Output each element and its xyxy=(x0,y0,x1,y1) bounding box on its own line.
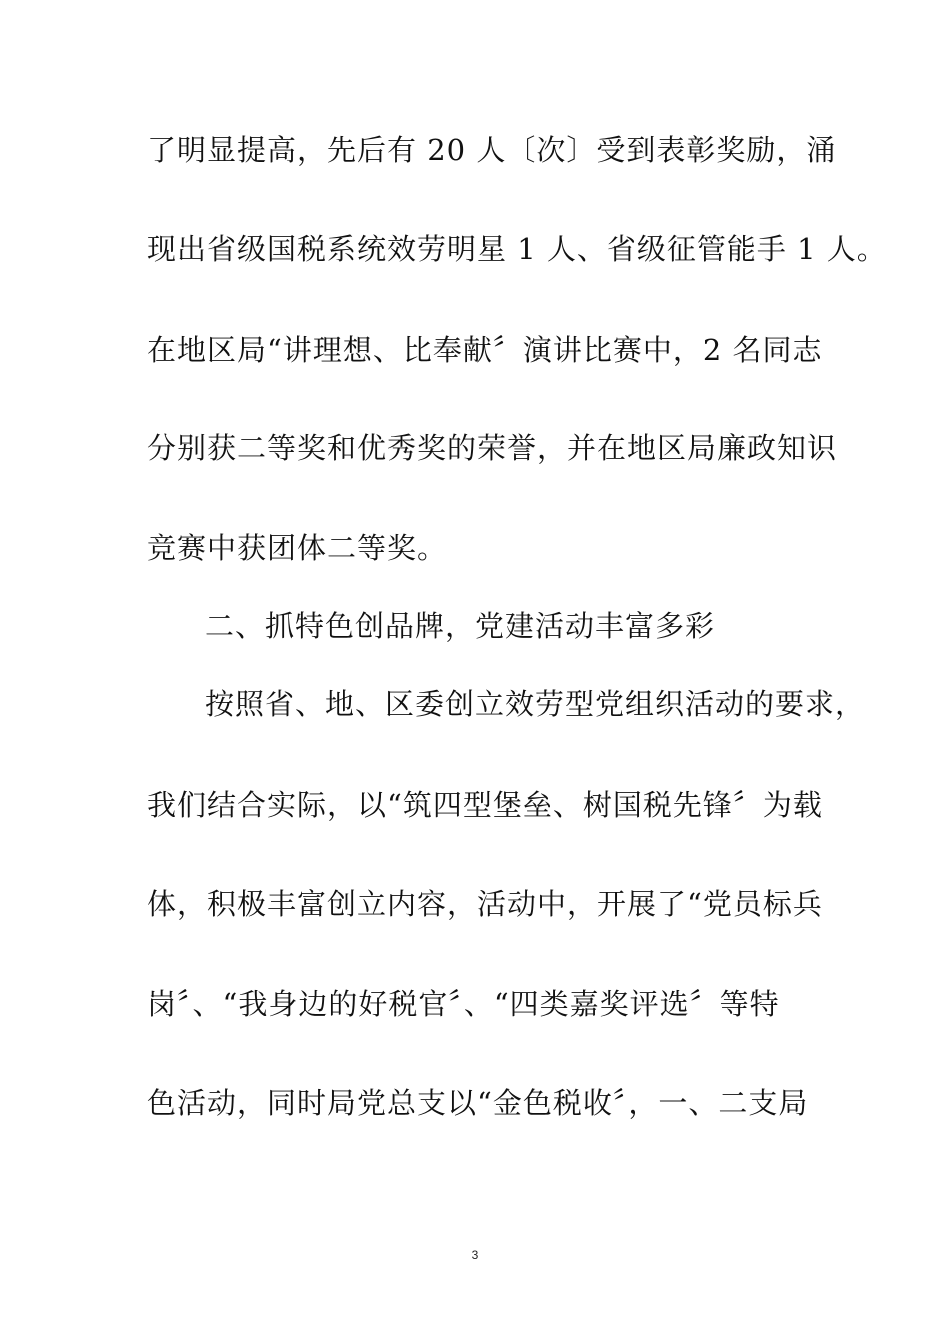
body-text-line: 体，积极丰富创立内容，活动中，开展了“党员标兵 xyxy=(147,887,823,921)
page-number: 3 xyxy=(471,1248,479,1262)
body-text-line: 分别获二等奖和优秀奖的荣誉，并在地区局廉政知识 xyxy=(147,431,838,465)
paragraph-first-line: 按照省、地、区委创立效劳型党组织活动的要求， xyxy=(205,687,866,721)
body-text-line: 色活动，同时局党总支以“金色税收〞，一、二支局 xyxy=(147,1086,809,1120)
body-text-line: 竞赛中获团体二等奖。 xyxy=(147,531,448,565)
body-text-line: 现出省级国税系统效劳明星 1 人、省级征管能手 1 人。 xyxy=(147,232,887,266)
body-text-line: 了明显提高，先后有 20 人〔次〕受到表彰奖励，涌 xyxy=(147,133,837,167)
body-text-line: 我们结合实际，以“筑四型堡垒、树国税先锋〞为载 xyxy=(147,788,823,822)
section-heading: 二、抓特色创品牌，党建活动丰富多彩 xyxy=(205,609,716,643)
body-text-line: 在地区局“讲理想、比奉献〞演讲比赛中，2 名同志 xyxy=(147,333,823,367)
body-text-line: 岗〞、“我身边的好税官〞、“四类嘉奖评选〞等特 xyxy=(147,987,780,1021)
